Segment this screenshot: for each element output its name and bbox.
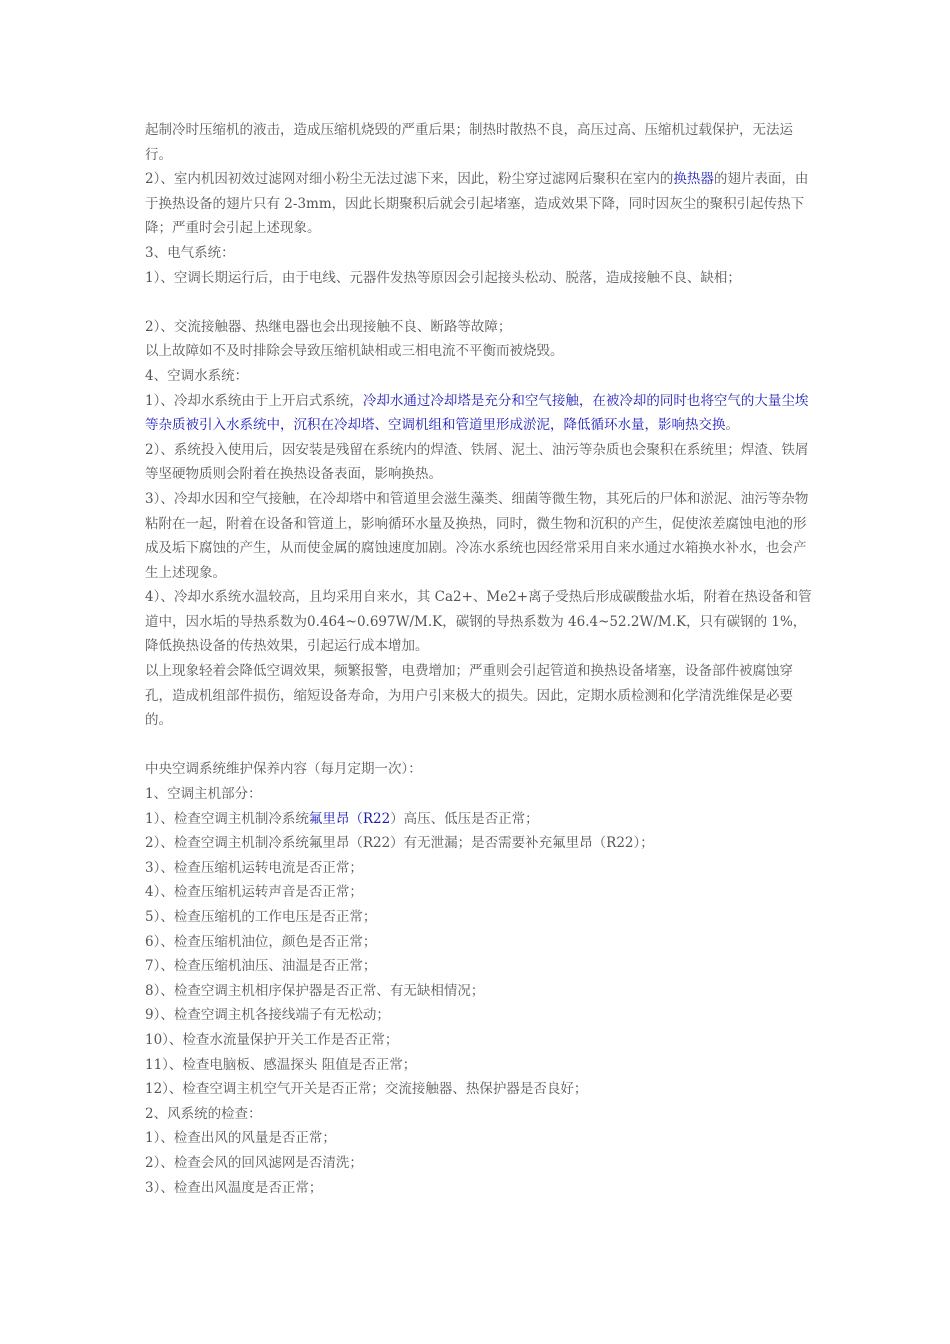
paragraph: 4）、检查压缩机运转声音是否正常； <box>145 884 363 901</box>
blank-line <box>145 290 815 315</box>
paragraph: 1、空调主机部分： <box>145 786 262 803</box>
paragraph: 7）、检查压缩机油压、油温是否正常； <box>145 958 377 975</box>
highlighted-link-text[interactable]: 冷却水通过冷却塔是充分和空气接触，在被冷却的同时也将空气的大量尘埃等杂质被引入水系统中，沉积在冷却塔、空调机组和管道里形成淤泥，降低循环水量，影响热交换 <box>145 392 809 434</box>
paragraph: 8）、检查空调主机相序保护器是否正常、有无缺相情况； <box>145 982 485 999</box>
document-body <box>145 118 815 1200</box>
paragraph-text: 2）、室内机因初效过滤网对细小粉尘无法过滤下来，因此，粉尘穿过滤网后聚积在室内的 <box>145 171 674 188</box>
paragraph: 11）、检查电脑板、感温探头 阻值是否正常； <box>145 1056 417 1073</box>
highlighted-link-text[interactable]: 氟里昂（R22 <box>308 810 391 827</box>
paragraph <box>145 167 815 241</box>
paragraph: 9）、检查空调主机各接线端子有无松动； <box>145 1007 390 1024</box>
highlighted-link-text[interactable]: 换热器 <box>673 171 714 188</box>
paragraph <box>145 807 815 832</box>
paragraph: 2）、检查空调主机制冷系统氟里昂（R22）有无泄漏；是否需要补充氟里昂（R22）； <box>145 835 654 852</box>
paragraph: 2、风系统的检查： <box>145 1105 262 1122</box>
paragraph-text: 的翅片表面，由于换热设备的翅片只有 2-3mm，因此长期聚积后就会引起堵塞，造成效果下降，同时因灰尘的聚积引起传热下降；严重时会引起上述现象。 <box>145 171 809 237</box>
paragraph: 以上故障如不及时排除会导致压缩机缺相或三相电流不平衡而被烧毁。 <box>145 343 564 360</box>
paragraph: 3）、检查出风温度是否正常； <box>145 1179 323 1196</box>
paragraph: 10）、检查水流量保护开关工作是否正常； <box>145 1031 399 1048</box>
paragraph: 1）、空调长期运行后，由于电线、元器件发热等原因会引起接头松动、脱落，造成接触不良、缺相； <box>145 269 741 286</box>
paragraph: 3）、检查压缩机运转电流是否正常； <box>145 859 363 876</box>
paragraph: 4、空调水系统： <box>145 367 249 384</box>
paragraph: 2）、检查会风的回风滤网是否清洗； <box>145 1154 363 1171</box>
blank-line <box>145 733 815 758</box>
paragraph: 3、电气系统： <box>145 244 235 261</box>
paragraph-text: 1）、检查空调主机制冷系统 <box>145 810 309 827</box>
paragraph: 3）、冷却水因和空气接触，在冷却塔中和管道里会滋生藻类、细菌等微生物，其死后的尸体和淤泥、油污等杂物粘附在一起，附着在设备和管道上，影响循环水量及换热，同时，微生物和沉积的产生，促使浓差腐蚀电池的形成及垢下腐蚀的产生，从而使金属的腐蚀速度加剧。冷冻水系统也因经常采用自来水通过水箱换水补水，也会产生上述现象。 <box>145 490 809 581</box>
paragraph: 6）、检查压缩机油位，颜色是否正常； <box>145 933 377 950</box>
paragraph: 1）、检查出风的风量是否正常； <box>145 1130 336 1147</box>
paragraph: 12）、检查空调主机空气开关是否正常；交流接触器、热保护器是否良好； <box>145 1081 588 1098</box>
paragraph-text: 1）、冷却水系统由于上开启式系统， <box>145 392 363 409</box>
paragraph: 2）、交流接触器、热继电器也会出现接触不良、断路等故障； <box>145 318 512 335</box>
paragraph-text: ）高压、低压是否正常； <box>390 810 539 827</box>
paragraph: 中央空调系统维护保养内容（每月定期一次）： <box>145 761 422 778</box>
paragraph: 2）、系统投入使用后，因安装是残留在系统内的焊渣、铁屑、泥土、油污等杂质也会聚积在系统里；焊渣、铁屑等坚硬物质则会附着在换热设备表面，影响换热。 <box>145 441 809 483</box>
paragraph: 4）、冷却水系统水温较高，且均采用自来水，其 Ca2+、Me2+离子受热后形成碳酸盐水垢，附着在热设备和管道中，因水垢的导热系数为0.464~0.697W/M.K，碳钢的导热系数为 46.4~52.2W/M.K，只有碳钢的 1%，降低换热设备的传热效果，引起运行成本增加。 <box>145 589 812 655</box>
paragraph-text: 。 <box>725 417 739 434</box>
paragraph: 以上现象轻着会降低空调效果，频繁报警，电费增加；严重则会引起管道和换热设备堵塞，设备部件被腐蚀穿孔，造成机组部件损伤，缩短设备寿命，为用户引来极大的损失。因此，定期水质检测和化学清洗维保是必要的。 <box>145 663 793 729</box>
paragraph: 起制冷时压缩机的液击，造成压缩机烧毁的严重后果；制热时散热不良，高压过高、压缩机过载保护，无法运行。 <box>145 122 793 163</box>
paragraph: 5）、检查压缩机的工作电压是否正常； <box>145 909 377 925</box>
paragraph <box>145 389 815 438</box>
